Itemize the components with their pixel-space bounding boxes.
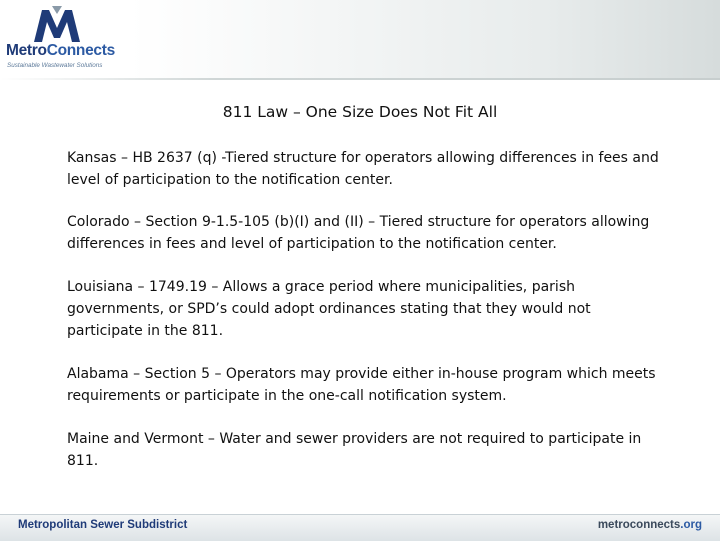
footer-website-name: metroconnects bbox=[597, 519, 681, 531]
logo-tagline: Sustainable Wastewater Solutions bbox=[7, 62, 103, 69]
metroconnects-logo bbox=[6, 4, 124, 72]
header-divider bbox=[0, 78, 720, 80]
law-item-louisiana: Louisiana – 1749.19 – Allows a grace period where municipalities, parish governments, or SPD’s could adopt ordinances stating that they would not participate in the 811. bbox=[67, 279, 591, 339]
footer-organization: Metropolitan Sewer Subdistrict bbox=[18, 519, 188, 531]
logo-wordmark bbox=[6, 42, 115, 60]
slide-title: 811 Law – One Size Does Not Fit All bbox=[222, 103, 498, 121]
law-list bbox=[67, 147, 667, 472]
metroconnects-m-logo-icon bbox=[32, 4, 82, 44]
law-item-colorado: Colorado – Section 9-1.5-105 (b)(I) and (II) – Tiered structure for operators allowing differences in fees and level of participation to the notification center. bbox=[67, 214, 650, 252]
logo-word-metro: Metro bbox=[6, 42, 47, 59]
footer-website-tld: .org bbox=[680, 519, 702, 531]
law-item-kansas: Kansas – HB 2637 (q) -Tiered structure for operators allowing differences in fees and level of participation to the notification center. bbox=[67, 150, 659, 188]
footer-website bbox=[598, 519, 702, 531]
law-item-maine-vermont: Maine and Vermont – Water and sewer providers are not required to participate in 811. bbox=[67, 431, 642, 469]
law-item-alabama: Alabama – Section 5 – Operators may provide either in-house program which meets requirements or participate in the one-call notification system. bbox=[67, 366, 656, 404]
header-band bbox=[130, 0, 720, 78]
logo-word-connects: Connects bbox=[46, 42, 115, 59]
